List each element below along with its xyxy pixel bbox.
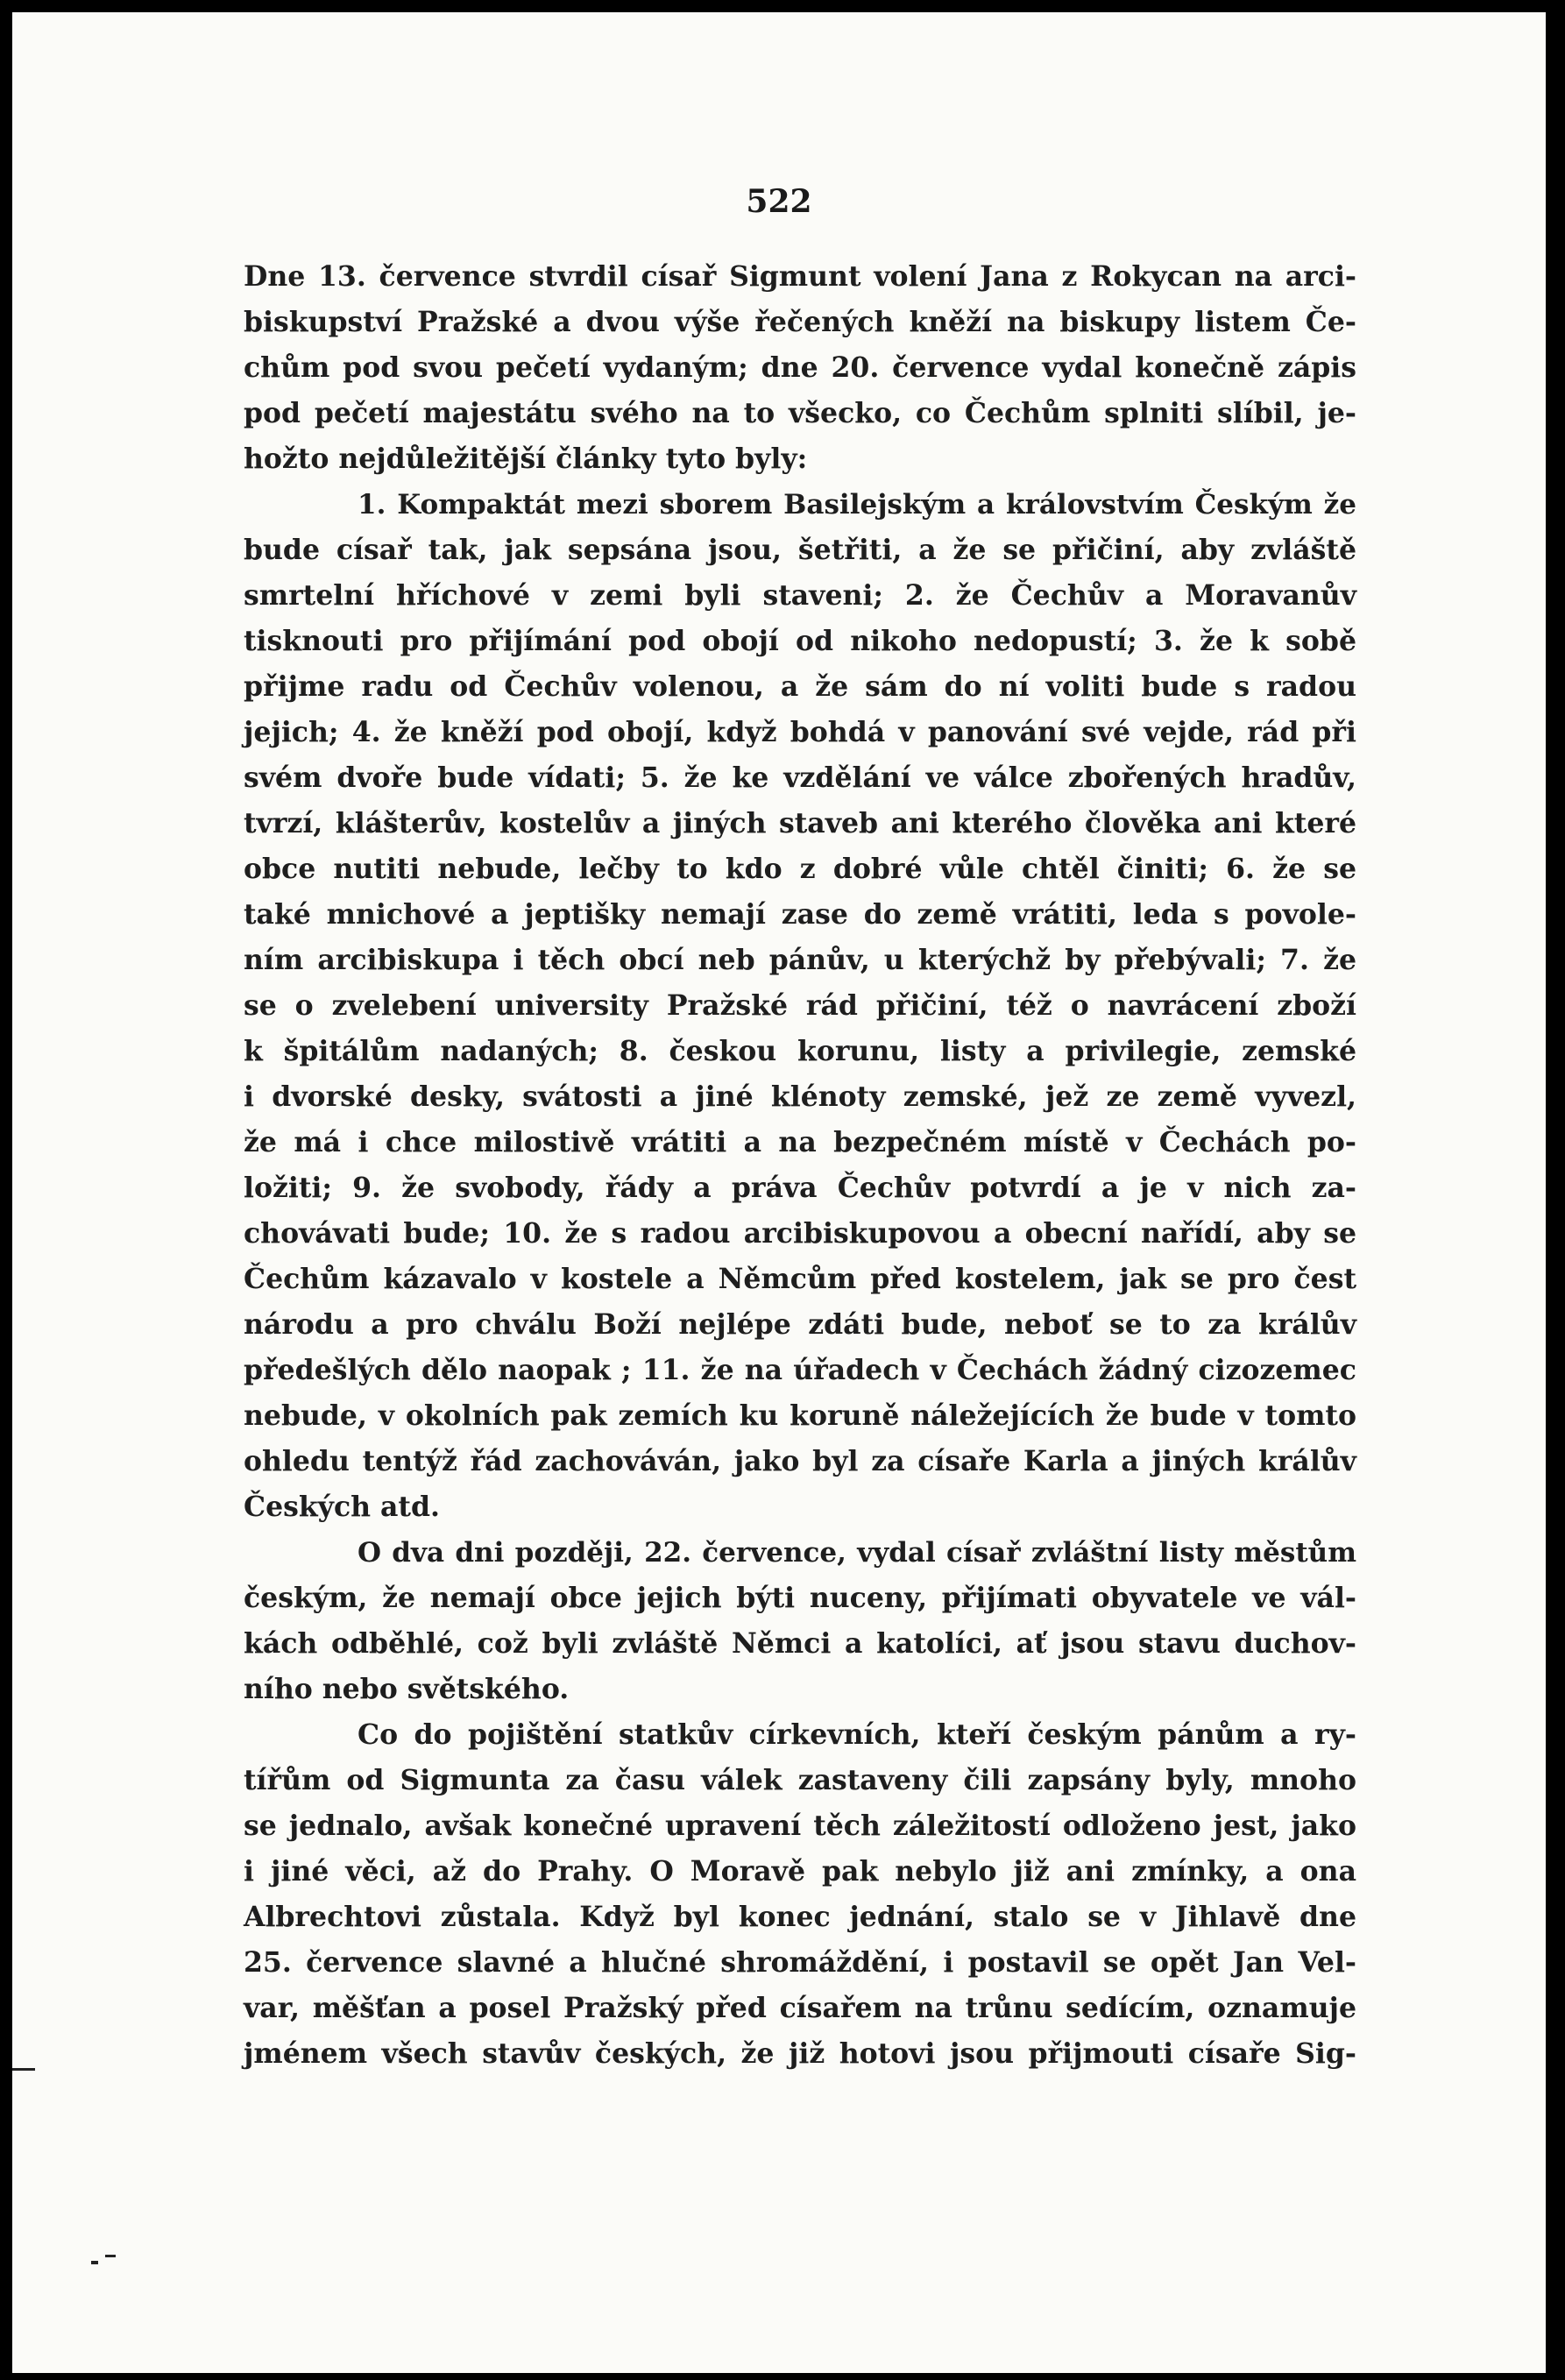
text-line: Dne 13. července stvrdil císař Sigmunt volení Jana z Rokycan na arci- xyxy=(244,260,1356,293)
book-page xyxy=(12,12,1546,2373)
text-line: k špitálům nadaných; 8. českou korunu, listy a privilegie, zemské xyxy=(244,1035,1356,1067)
text-line: Českých atd. xyxy=(244,1491,440,1523)
scan-artifact-mark xyxy=(12,2068,35,2071)
text-line: chovávati bude; 10. že s radou arcibiskupovou a obecní nařídí, aby se xyxy=(244,1217,1356,1250)
text-line: ního nebo světského. xyxy=(244,1673,570,1705)
text-line: biskupství Pražské a dvou výše řečených kněží na biskupy listem Če- xyxy=(244,306,1356,338)
text-line: se jednalo, avšak konečné upravení těch záležitostí odloženo jest, jako xyxy=(244,1810,1356,1842)
text-line: Čechům kázavalo v kostele a Němcům před kostelem, jak se pro čest xyxy=(244,1263,1356,1295)
text-line: var, měšťan a posel Pražský před císařem na trůnu sedícím, oznamuje xyxy=(244,1992,1356,2024)
text-line: O dva dni později, 22. července, vydal císař zvláštní listy městům xyxy=(358,1537,1356,1569)
text-line: pod pečetí majestátu svého na to všecko, co Čechům splniti slíbil, je- xyxy=(244,397,1356,429)
text-line: smrtelní hříchové v zemi byli staveni; 2. že Čechův a Moravanův xyxy=(244,579,1356,612)
text-line: svém dvoře bude vídati; 5. že ke vzdělání ve válce zbořených hradův, xyxy=(244,761,1356,794)
text-line: tisknouti pro přijímání pod obojí od nikoho nedopustí; 3. že k sobě xyxy=(244,625,1356,657)
paragraph xyxy=(244,1530,1356,1712)
text-line: 1. Kompaktát mezi sborem Basilejským a královstvím Českým že xyxy=(358,489,1356,521)
paragraph xyxy=(244,1712,1356,2077)
text-line: že má i chce milostivě vrátiti a na bezpečném místě v Čechách po- xyxy=(244,1126,1356,1158)
text-line: přijme radu od Čechův volenou, a že sám do ní voliti bude s radou xyxy=(244,670,1356,703)
text-line: také mnichové a jeptišky nemají zase do země vrátiti, leda s povole- xyxy=(244,898,1356,931)
text-line: i dvorské desky, svátosti a jiné klénoty zemské, jež ze země vyvezl, xyxy=(244,1080,1356,1113)
body-text xyxy=(244,254,1356,2077)
text-line: ním arcibiskupa i těch obcí neb pánův, u kterýchž by přebývali; 7. že xyxy=(244,944,1356,976)
text-line: předešlých dělo naopak ; 11. že na úřadech v Čechách žádný cizozemec xyxy=(244,1354,1356,1386)
paragraph xyxy=(244,254,1356,482)
text-line: chům pod svou pečetí vydaným; dne 20. července vydal konečně zápis xyxy=(244,351,1356,384)
text-line: hožto nejdůležitější články tyto byly: xyxy=(244,443,808,475)
text-line: jménem všech stavův českých, že již hotovi jsou přijmouti císaře Sig- xyxy=(244,2037,1356,2070)
text-line: národu a pro chválu Boží nejlépe zdáti bude, neboť se to za králův xyxy=(244,1308,1356,1341)
scan-artifact-mark xyxy=(91,2261,98,2264)
text-line: nebude, v okolních pak zemích ku koruně náležejících že bude v tomto xyxy=(244,1399,1356,1432)
text-line: se o zvelebení university Pražské rád přičiní, též o navrácení zboží xyxy=(244,989,1356,1022)
page-number: 522 xyxy=(746,183,812,220)
text-line: Albrechtovi zůstala. Když byl konec jednání, stalo se v Jihlavě dne xyxy=(244,1901,1356,1933)
text-line: jejich; 4. že kněží pod obojí, když bohdá v panování své vejde, rád při xyxy=(244,716,1356,748)
text-line: obce nutiti nebude, lečby to kdo z dobré vůle chtěl činiti; 6. že se xyxy=(244,853,1356,885)
text-line: ohledu tentýž řád zachováván, jako byl za císaře Karla a jiných králův xyxy=(244,1445,1356,1477)
text-line: 25. července slavné a hlučné shromáždění, i postavil se opět Jan Vel- xyxy=(244,1946,1356,1979)
text-line: i jiné věci, až do Prahy. O Moravě pak nebylo již ani zmínky, a ona xyxy=(244,1855,1356,1888)
text-line: tířům od Sigmunta za času válek zastaveny čili zapsány byly, mnoho xyxy=(244,1764,1356,1796)
text-line: Co do pojištění statkův církevních, kteří českým pánům a ry- xyxy=(358,1718,1356,1751)
scan-artifact-mark xyxy=(105,2255,116,2257)
text-line: tvrzí, klášterův, kostelův a jiných staveb ani kterého člověka ani které xyxy=(244,807,1356,839)
text-line: kách odběhlé, což byli zvláště Němci a katolíci, ať jsou stavu duchov- xyxy=(244,1627,1356,1660)
text-line: českým, že nemají obce jejich býti nuceny, přijímati obyvatele ve vál- xyxy=(244,1582,1356,1614)
text-line: ložiti; 9. že svobody, řády a práva Čechův potvrdí a je v nich za- xyxy=(244,1172,1356,1204)
text-line: bude císař tak, jak sepsána jsou, šetřiti, a že se přičiní, aby zvláště xyxy=(244,534,1356,566)
paragraph xyxy=(244,482,1356,1530)
